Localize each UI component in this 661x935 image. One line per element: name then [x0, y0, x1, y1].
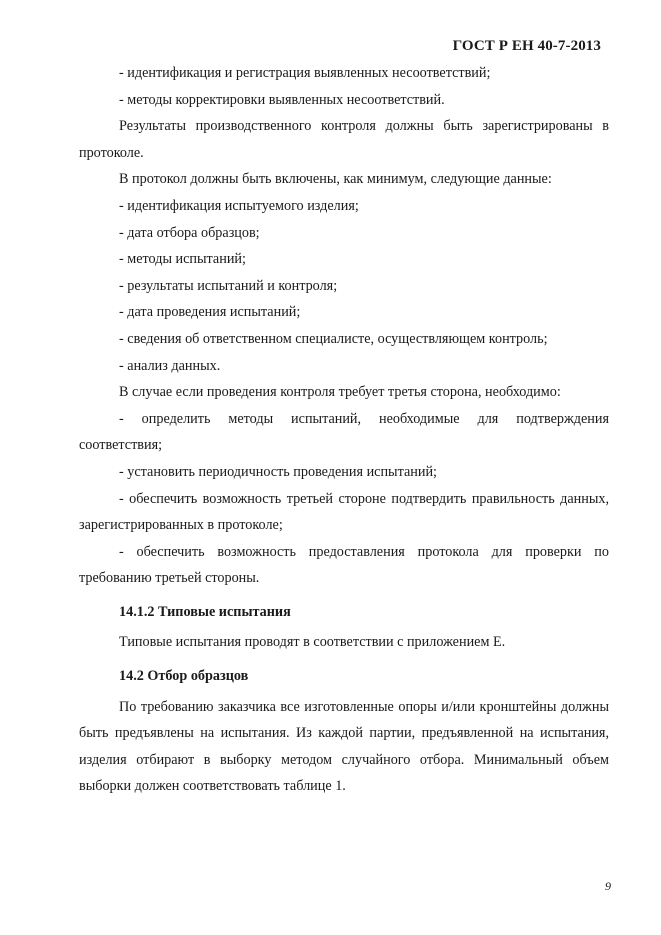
paragraph: - дата отбора образцов; [119, 224, 260, 241]
paragraph: - идентификация и регистрация выявленных несоответствий; [119, 65, 491, 81]
paragraph: - анализ данных. [119, 357, 221, 374]
paragraph: Типовые испытания проводят в соответствии с приложением Е. [119, 634, 506, 651]
paragraph: - идентификация испытуемого изделия; [119, 197, 359, 214]
paragraph: Результаты производственного контроля должны быть зарегистрированы в протоколе. [79, 118, 609, 161]
paragraph: - обеспечить возможность предоставления протокола для проверки по требованию третьей стороны. [79, 543, 609, 587]
paragraph: По требованию заказчика все изготовленные опоры и/или кронштейны должны быть предъявлены на испытания. Из каждой партии, предъявленной на испытания, изделия отбирают в выборку методом случайного отбора. Минимальный объем выборки должен соответствовать таблице 1. [79, 698, 609, 795]
document-body [79, 60, 609, 800]
paragraph: - методы испытаний; [119, 251, 246, 268]
paragraph: - методы корректировки выявленных несоответствий. [119, 91, 445, 108]
paragraph: - определить методы испытаний, необходимые для подтверждения соответствия; [79, 410, 609, 454]
paragraph: - установить периодичность проведения испытаний; [119, 463, 437, 480]
paragraph: В протокол должны быть включены, как минимум, следующие данные: [119, 171, 552, 188]
paragraph: - дата проведения испытаний; [119, 304, 301, 321]
paragraph: В случае если проведения контроля требует третья сторона, необходимо: [119, 384, 561, 401]
document-code-header: ГОСТ Р ЕН 40-7-2013 [452, 38, 601, 54]
paragraph: - сведения об ответственном специалисте, осуществляющем контроль; [119, 330, 548, 347]
paragraph: - результаты испытаний и контроля; [119, 277, 338, 294]
page-number: 9 [605, 879, 611, 893]
paragraph: - обеспечить возможность третьей стороне подтвердить правильность данных, зарегистрированных в протоколе; [79, 490, 609, 534]
section-heading-14-2: 14.2 Отбор образцов [119, 668, 249, 685]
section-heading-14-1-2: 14.1.2 Типовые испытания [119, 603, 291, 620]
